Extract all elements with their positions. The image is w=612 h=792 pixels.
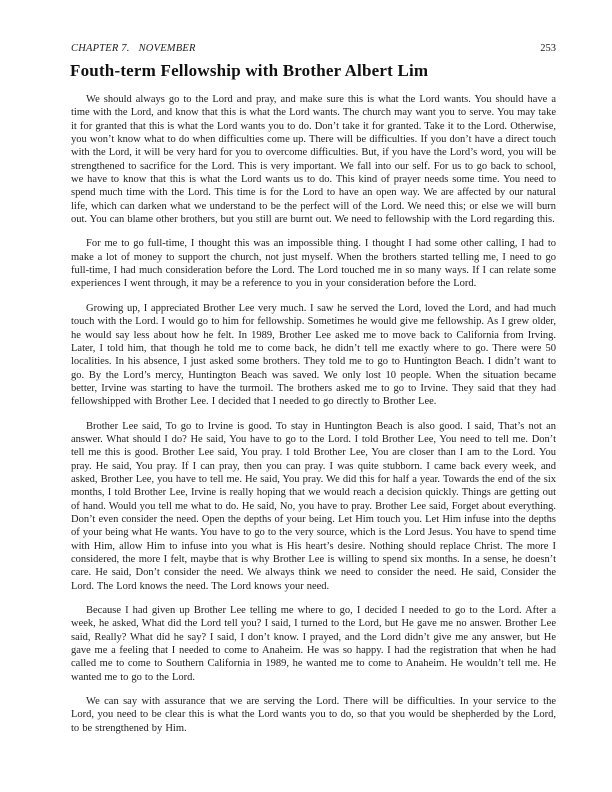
running-header [71,43,556,54]
paragraph-4: Brother Lee said, To go to Irvine is good. To stay in Huntington Beach is also good. I said, That’s not an answer. What should I do? He said, You have to go to the Lord. I told Brother Lee, You need to tell me. Don’t tell me this is good. Brother Lee said, You pray. I told Brother Lee, You are closer than I am to the Lord. You pray. He said, You pray. If I can pray, then you can pray. I was quite stubborn. I came back every week, and asked, Brother Lee, you have to tell me. He said, You pray. We did this for half a year. Towards the end of the six months, I told Brother Lee, Irvine is really hoping that we would reach a decision quickly. Things are getting out of hand. Would you tell me what to do. He said, No, you have to pray. Brother Lee said, Forget about everything. Don’t even consider the need. Open the depths of your being. Let Him touch you. Let Him infuse into the depths of your being what He wants. You have to go to the very source, which is the Lord Jesus. You have to spend time with Him, allow Him to infuse into you what is His heart’s desire. Nothing should replace Christ. The more I considered, the more I felt, maybe that is why Brother Lee is willing to spend six months. In a sense, he doesn’t care. He said, Don’t consider the need. We always think we need to consider the need. He said, Consider the Lord. The Lord knows the need. The Lord knows your need. [71,420,556,592]
paragraph-1: We should always go to the Lord and pray, and make sure this is what the Lord wants. You should have a time with the Lord, and know that this is what the Lord wants. The church may want you to serve. You may take it for granted that this is what the Lord wants you to do. Don’t take it for granted. Take it to the Lord. Otherwise, you won’t know what to do when difficulties come up. There will be difficulties. If you don’t have a direct touch with the Lord, it will be very hard for you to overcome difficulties. But, if you have the Lord’s word, you will be strengthened to sacrifice for the Lord. This is very important. We fall into our self. For us to go back to school, we have to know that this is what the Lord wants us to do. This kind of prayer needs some time. You need to spend much time with the Lord. This time is for the Lord to have an open way. We are affected by our natural life, which can darken what we understand to be the perfect will of the Lord. We need this; or else we will burn out. You can blame other brothers, but you still are burnt out. We need to fellowship with the Lord regarding this. [71,94,556,226]
page-number: 253 [540,43,556,54]
paragraph-2: For me to go full-time, I thought this was an impossible thing. I thought I had some other calling, I had to make a lot of money to support the church, not just myself. When the brothers started telling me, I need to go full-time, I had much consideration before the Lord. The Lord touched me in so many ways. If I can relate some experiences I went through, it may be a reference to you in your consideration before the Lord. [71,238,556,290]
paragraph-6: We can say with assurance that we are serving the Lord. There will be difficulties. In your service to the Lord, you need to be clear this is what the Lord wants you to do, so that you would be shepherded by the Lord, to be strengthened by Him. [71,696,556,734]
body-text [71,93,556,746]
section-title: Fouth-term Fellowship with Brother Albert Lim [70,61,429,80]
chapter-label: CHAPTER 7. [71,43,130,54]
paragraph-3: Growing up, I appreciated Brother Lee very much. I saw he served the Lord, loved the Lord, and had much touch with the Lord. I would go to him for fellowship. Sometimes he would give me fellowship. As I grew older, he would say less about how he felt. In 1989, Brother Lee asked me to move back to California from Irving. Later, I told him, that though he told me to come back, he didn’t tell me exactly where to go. There were 50 localities. In his absence, I just asked some brothers. They told me to go to Huntington Beach. I didn’t want to go. By the Lord’s mercy, Huntington Beach was saved. We only lost 10 people. When the situation became better, Irvine was starting to have the turmoil. The brothers asked me to go to Irvine. They said that they had fellowshipped with Brother Lee. I decided that I needed to go directly to Brother Lee. [71,302,556,408]
chapter-month-label: NOVEMBER [138,43,196,54]
running-header-chapter [71,43,196,54]
paragraph-5: Because I had given up Brother Lee telling me where to go, I decided I needed to go to the Lord. After a week, he asked, What did the Lord tell you? I said, I turned to the Lord, but He gave me no answer. Brother Lee said, Really? What did he say? I said, I don’t know. I prayed, and the Lord didn’t give me any answer, but He gave me a feeling that I needed to come to Anaheim. He was so happy. I had the registration that when he had called me to come to Southern California in 1989, he wanted me to come to Anaheim. He wouldn’t tell me. He wanted me to go to the Lord. [71,605,556,683]
